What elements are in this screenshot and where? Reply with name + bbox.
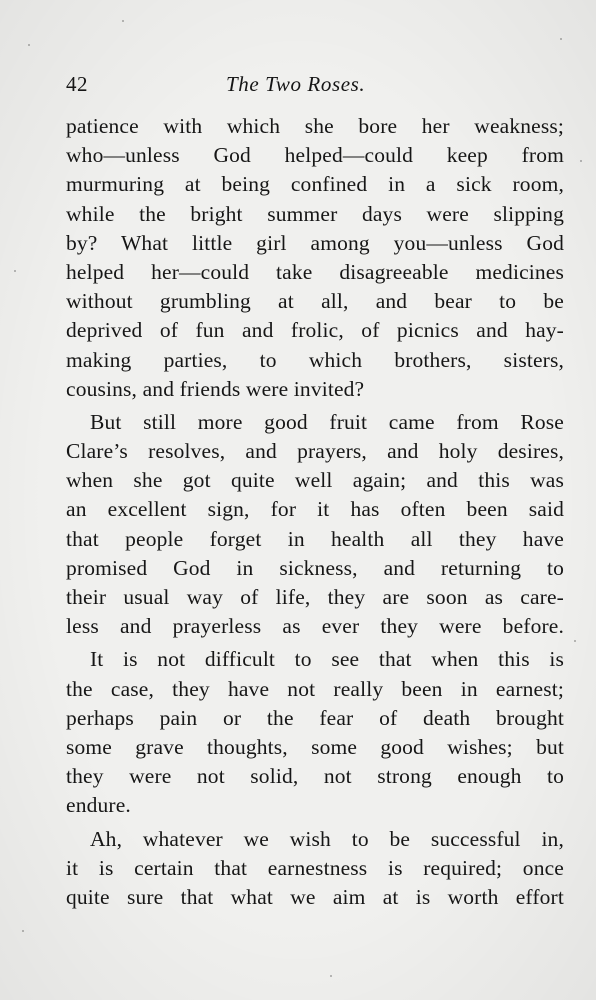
text-line: Clare’s resolves, and prayers, and holy desires, xyxy=(66,439,564,464)
body-text xyxy=(66,112,564,912)
text-line: promised God in sickness, and returning to xyxy=(66,555,564,580)
page-number: 42 xyxy=(66,72,88,96)
text-line: patience with which she bore her weakness; xyxy=(66,114,564,138)
text-line: the case, they have not really been in earnest; xyxy=(66,676,564,701)
text-line: making parties, to which brothers, sisters, xyxy=(66,347,564,372)
text-line: some grave thoughts, some good wishes; but xyxy=(66,734,564,759)
print-speck xyxy=(580,160,582,162)
text-line: while the bright summer days were slipping xyxy=(66,201,564,226)
text-line-indent: It is not difficult to see that when this is xyxy=(90,647,564,672)
text-line: endure. xyxy=(66,793,131,818)
text-line: their usual way of life, they are soon as care- xyxy=(66,585,564,609)
text-line: that people forget in health all they have xyxy=(66,526,564,551)
print-speck xyxy=(22,930,24,932)
text-line: it is certain that earnestness is required; once xyxy=(66,855,564,880)
text-line: less and prayerless as ever they were before. xyxy=(66,614,564,639)
text-line: when she got quite well again; and this was xyxy=(66,468,564,493)
text-line: cousins, and friends were invited? xyxy=(66,376,365,401)
print-speck xyxy=(14,270,16,272)
text-line: murmuring at being confined in a sick room, xyxy=(66,172,564,197)
page-header xyxy=(66,72,570,102)
text-line: without grumbling at all, and bear to be xyxy=(66,289,564,314)
text-line: perhaps pain or the fear of death brought xyxy=(66,705,564,730)
text-line: they were not solid, not strong enough to xyxy=(66,764,564,789)
text-line: by? What little girl among you—unless God xyxy=(66,230,564,255)
text-line: an excellent sign, for it has often been said xyxy=(66,497,564,522)
print-speck xyxy=(560,38,562,40)
print-speck xyxy=(574,640,576,642)
text-line: quite sure that what we aim at is worth effort xyxy=(66,884,564,909)
print-speck xyxy=(330,975,332,977)
text-line: deprived of fun and frolic, of picnics and hay- xyxy=(66,318,564,343)
text-line: helped her—could take disagreeable medicines xyxy=(66,259,564,284)
text-line: who—unless God helped—could keep from xyxy=(66,143,564,168)
running-title: The Two Roses. xyxy=(226,72,366,96)
text-line-indent: But still more good fruit came from Rose xyxy=(90,409,564,434)
print-speck xyxy=(122,20,124,22)
text-line-indent: Ah, whatever we wish to be successful in, xyxy=(90,826,564,851)
print-speck xyxy=(28,44,30,46)
